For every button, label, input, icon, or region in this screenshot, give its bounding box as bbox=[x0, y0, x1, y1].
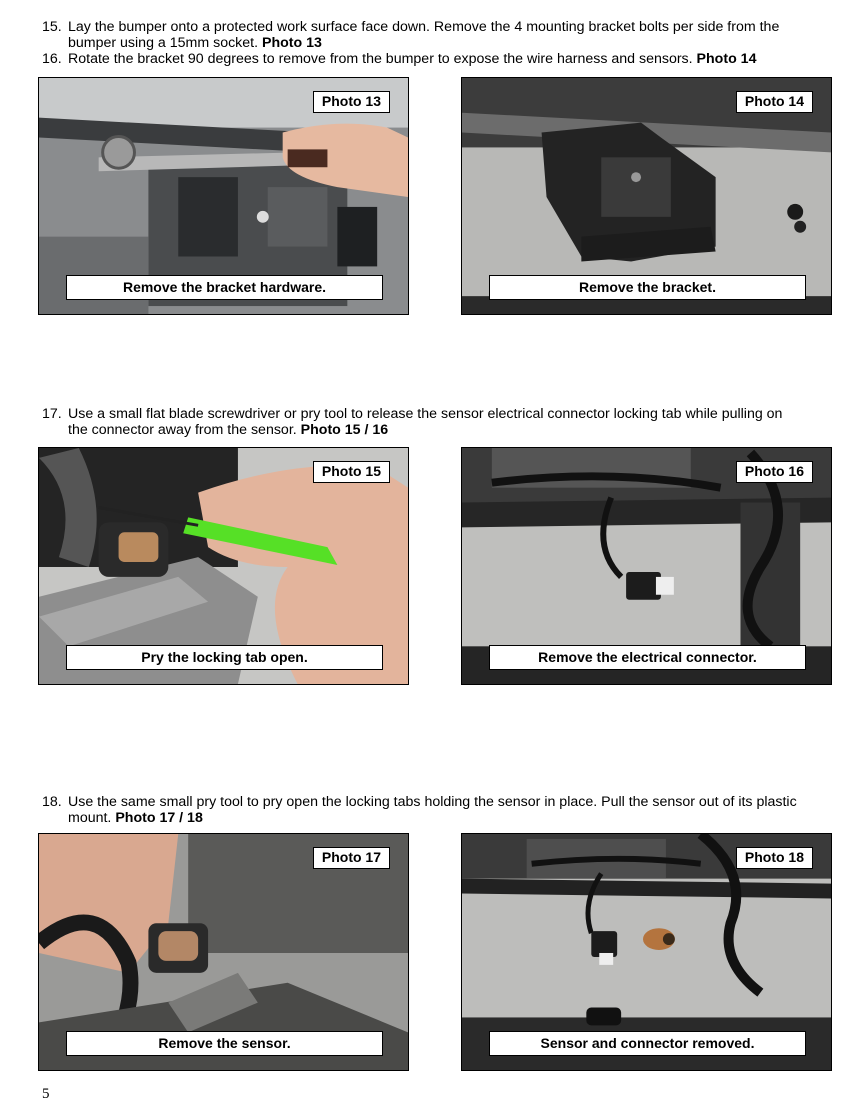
photo-15 bbox=[38, 447, 409, 685]
step-text bbox=[68, 19, 842, 51]
step-line: bumper using a 15mm socket. bbox=[68, 35, 259, 51]
photo-16 bbox=[461, 447, 832, 685]
photo-caption: Remove the electrical connector. bbox=[489, 645, 806, 670]
photo-reference: Photo 14 bbox=[696, 51, 757, 67]
photo-caption: Sensor and connector removed. bbox=[489, 1031, 806, 1056]
step-18 bbox=[42, 794, 842, 826]
photo-label: Photo 17 bbox=[313, 847, 390, 869]
photo-13 bbox=[38, 77, 409, 315]
photo-caption: Remove the sensor. bbox=[66, 1031, 383, 1056]
step-16 bbox=[42, 51, 842, 67]
step-line: the connector away from the sensor. bbox=[68, 422, 297, 438]
page-number: 5 bbox=[42, 1086, 50, 1102]
photo-label: Photo 18 bbox=[736, 847, 813, 869]
step-number: 17. bbox=[42, 406, 62, 422]
step-text bbox=[68, 406, 842, 438]
photo-label: Photo 13 bbox=[313, 91, 390, 113]
step-line: Lay the bumper onto a protected work surface face down. Remove the 4 mounting bracket bolts per side from the bbox=[68, 19, 780, 35]
step-text bbox=[68, 51, 842, 67]
step-line: Use the same small pry tool to pry open the locking tabs holding the sensor in place. Pull the sensor out of its plastic bbox=[68, 794, 797, 810]
photo-label: Photo 14 bbox=[736, 91, 813, 113]
step-line: Use a small flat blade screwdriver or pry tool to release the sensor electrical connector locking tab while pulling on bbox=[68, 406, 783, 422]
photo-14 bbox=[461, 77, 832, 315]
step-number: 15. bbox=[42, 19, 62, 35]
step-text bbox=[68, 794, 842, 826]
step-17 bbox=[42, 406, 842, 438]
step-line: Rotate the bracket 90 degrees to remove from the bumper to expose the wire harness and sensors. bbox=[68, 51, 693, 67]
photo-reference: Photo 13 bbox=[262, 35, 322, 51]
photo-reference: Photo 17 / 18 bbox=[115, 810, 203, 826]
photo-caption: Pry the locking tab open. bbox=[66, 645, 383, 670]
photo-18 bbox=[461, 833, 832, 1071]
photo-17 bbox=[38, 833, 409, 1071]
photo-caption: Remove the bracket hardware. bbox=[66, 275, 383, 300]
step-number: 18. bbox=[42, 794, 62, 810]
photo-reference: Photo 15 / 16 bbox=[300, 422, 389, 438]
photo-caption: Remove the bracket. bbox=[489, 275, 806, 300]
photo-label: Photo 15 bbox=[313, 461, 390, 483]
step-number: 16. bbox=[42, 51, 62, 67]
step-line: mount. bbox=[68, 810, 112, 826]
photo-label: Photo 16 bbox=[736, 461, 813, 483]
step-15 bbox=[42, 19, 842, 51]
